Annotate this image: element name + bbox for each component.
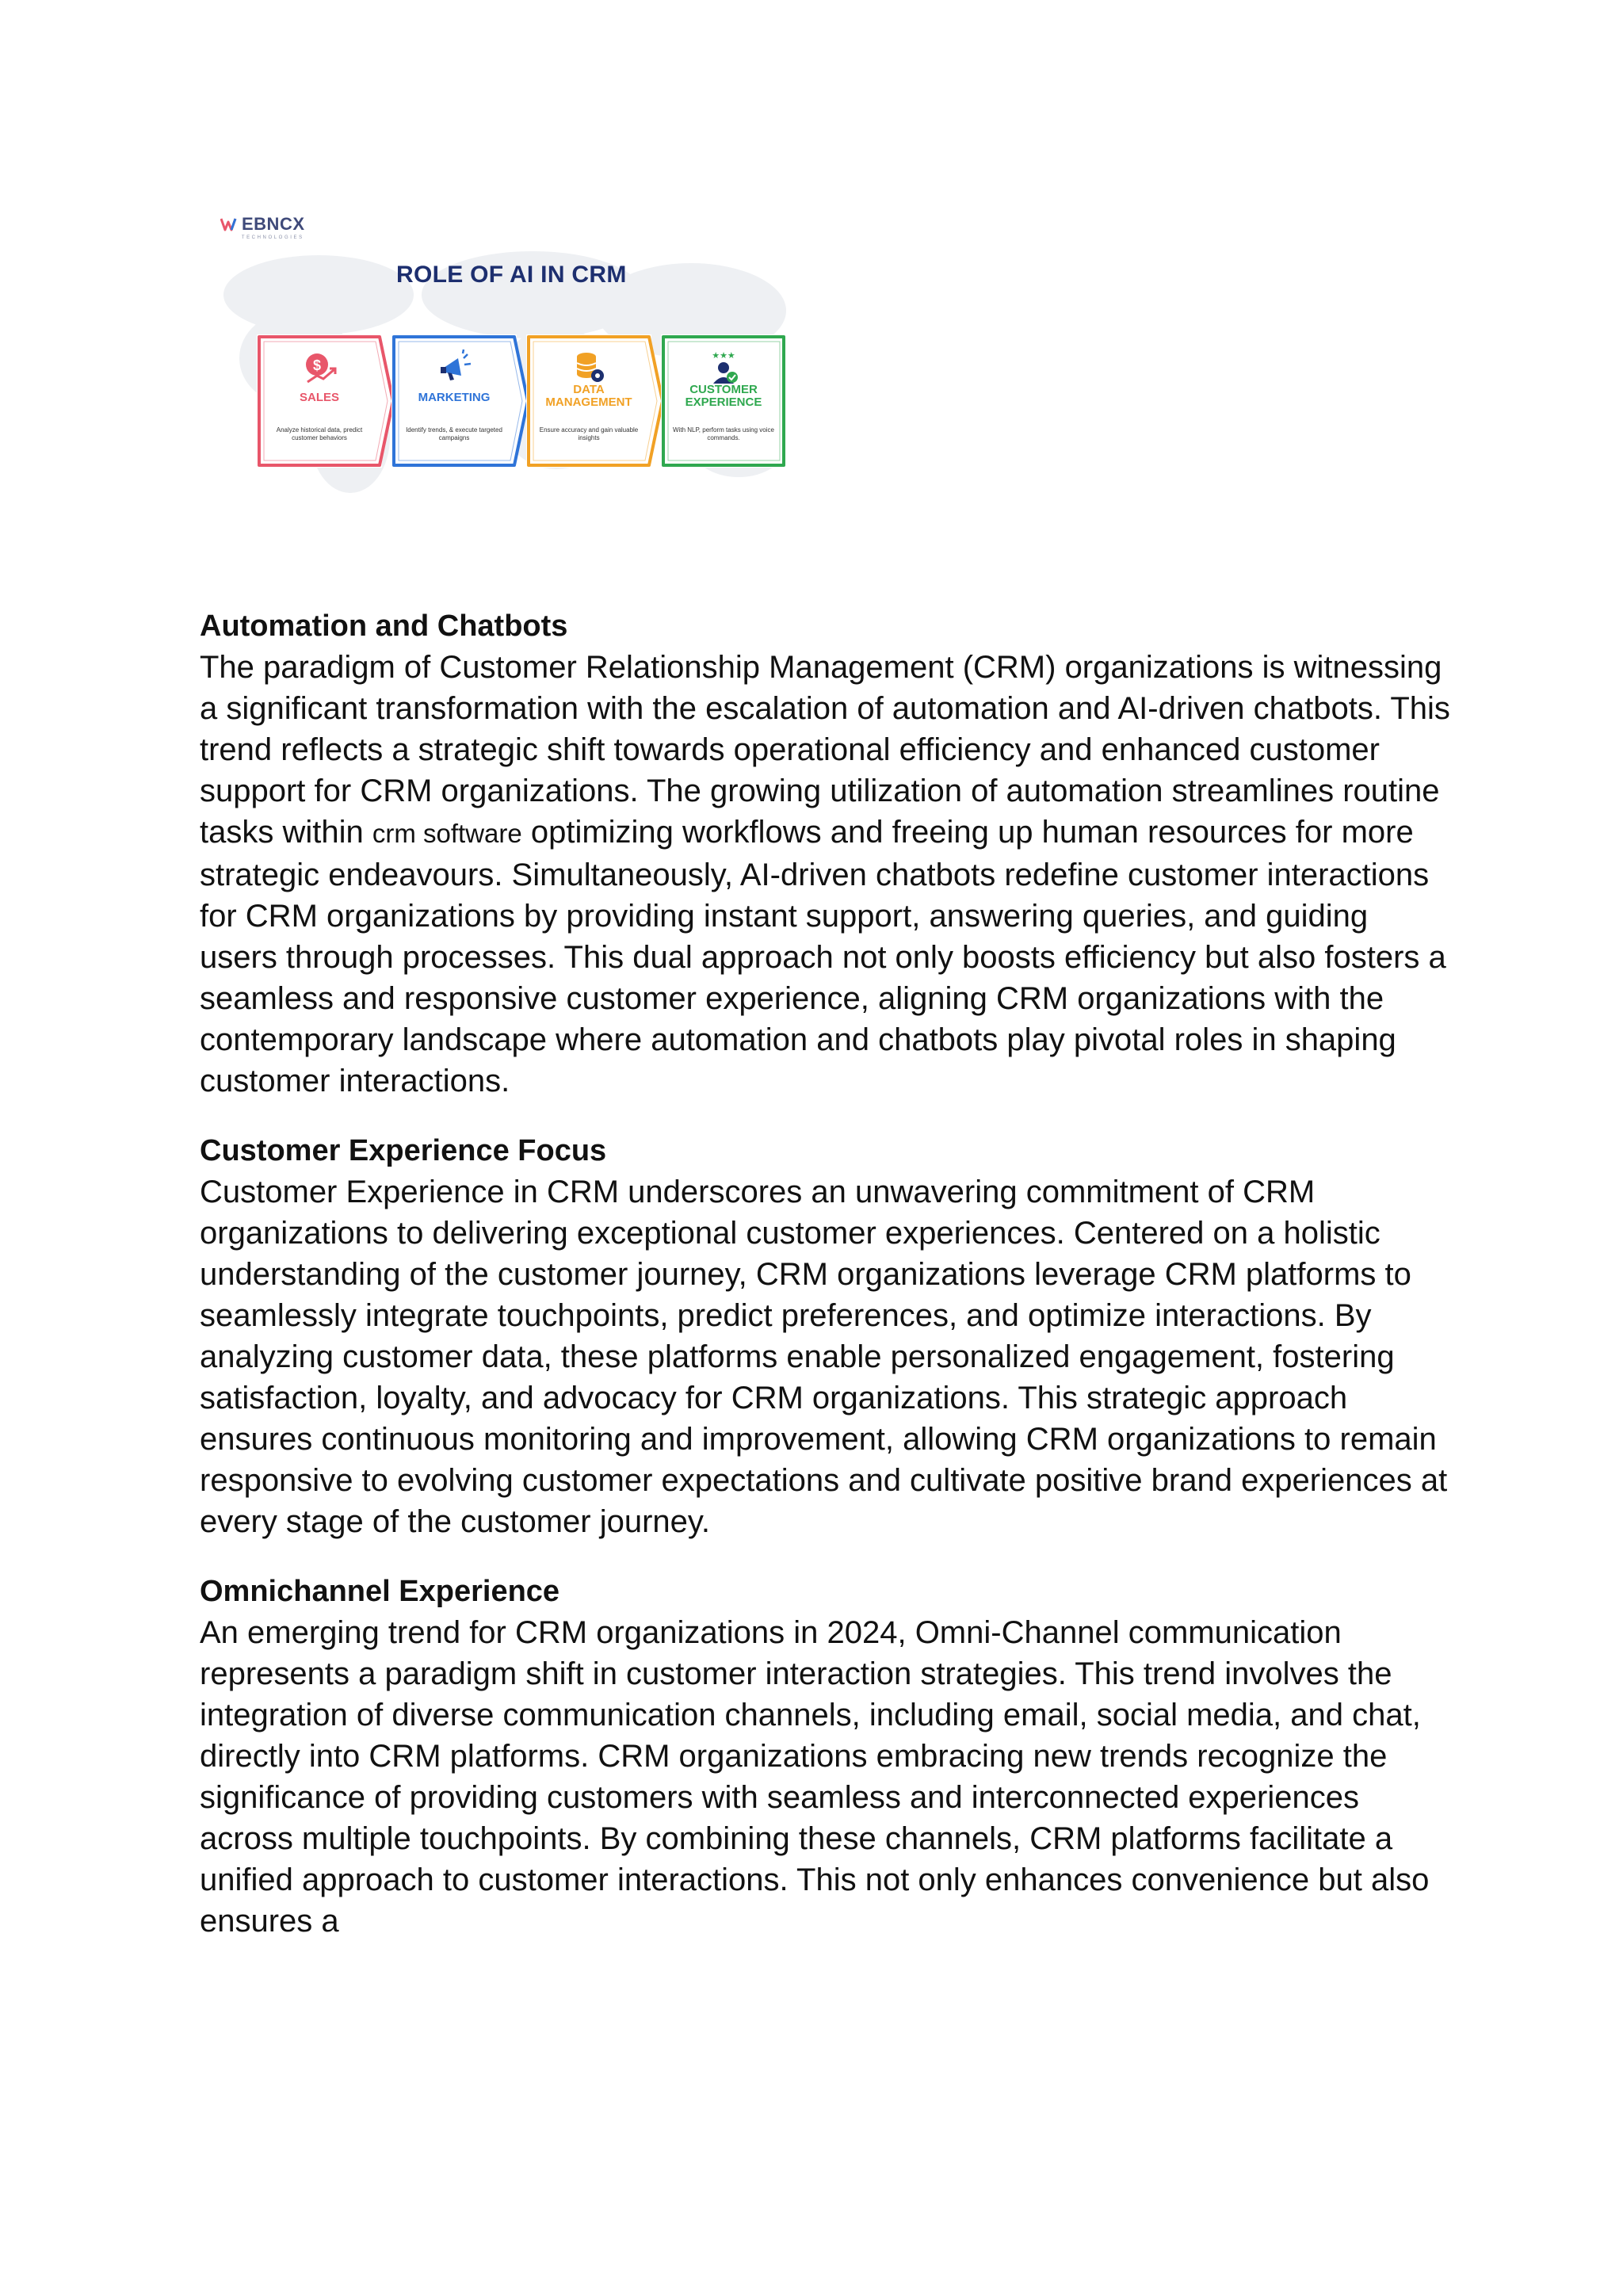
card-title — [533, 384, 645, 409]
paragraph-text: The paradigm of Customer Relationship Management (CRM) organizations is witnessing a significant transformation with the escalation of automation and AI-driven chatbots. This trend reflects a strategic shift towards operational efficiency and enhanced customer support for CRM organizations. The growing utilization of automation streamlines routine tasks within — [200, 650, 1450, 850]
infographic-card — [257, 334, 382, 468]
card-title — [263, 392, 376, 404]
card-title-line: DATA — [573, 383, 605, 396]
role-of-ai-infographic — [200, 200, 808, 517]
card-description: With NLP, perform tasks using voice commands. — [673, 426, 774, 441]
card-title-line: MARKETING — [418, 391, 491, 404]
card-description: Identify trends, & execute targeted campaigns — [406, 426, 502, 441]
section-automation-chatbots — [200, 606, 1452, 1102]
section-customer-experience — [200, 1130, 1452, 1542]
customer-rating-icon — [704, 347, 743, 387]
card-title-line: MANAGEMENT — [545, 395, 632, 409]
megaphone-icon — [434, 347, 474, 387]
infographic-card — [526, 334, 651, 468]
card-title — [398, 392, 510, 404]
crm-software-link[interactable]: crm software — [372, 819, 522, 848]
section-omnichannel — [200, 1571, 1452, 1942]
section-paragraph: An emerging trend for CRM organizations in 2024, Omni-Channel communication represents a paradigm shift in customer interaction strategies. This trend involves the integration of diverse communication channels, including email, social media, and chat, directly into CRM platforms. CRM organizations embracing new trends recognize the significance of providing customers with seamless and interconnected experiences across multiple touchpoints. By combining these channels, CRM platforms facilitate a unified approach to customer interactions. This not only enhances convenience but also ensures a — [200, 1615, 1430, 1939]
section-heading: Automation and Chatbots — [200, 609, 568, 643]
section-heading: Omnichannel Experience — [200, 1575, 560, 1608]
card-description: Ensure accuracy and gain valuable insights — [539, 426, 639, 441]
webncx-logo — [220, 216, 305, 240]
svg-text:$: $ — [312, 357, 322, 373]
section-heading: Customer Experience Focus — [200, 1134, 607, 1167]
card-description: Analyze historical data, predict customer behaviors — [276, 426, 363, 441]
database-gear-icon — [569, 347, 609, 387]
logo-subtitle: TECHNOLOGIES — [241, 235, 304, 240]
logo-text: EBNCX — [242, 214, 305, 234]
card-title-line: SALES — [299, 391, 339, 404]
document-body — [200, 606, 1452, 1970]
card-title — [667, 384, 780, 409]
paragraph-text: optimizing workflows and freeing up human resources for more strategic endeavours. Simultaneously, AI-driven chatbots redefine customer interactions for CRM organizations by providing instant support, answering queries, and guiding users through processes. This dual approach not only boosts efficiency but also fosters a seamless and responsive customer experience, aligning CRM organizations with the contemporary landscape where automation and chatbots play pivotal roles in shaping customer interactions. — [200, 815, 1446, 1098]
infographic-title: ROLE OF AI IN CRM — [396, 262, 627, 288]
card-title-line: EXPERIENCE — [685, 395, 762, 409]
svg-text:★★★: ★★★ — [712, 351, 735, 361]
infographic-card — [391, 334, 517, 468]
section-paragraph — [200, 647, 1452, 1102]
infographic-card — [661, 334, 786, 468]
section-paragraph: Customer Experience in CRM underscores an unwavering commitment of CRM organizations to delivering exceptional customer experiences. Centered on a holistic understanding of the customer journey, CRM organizations leverage CRM platforms to seamlessly integrate touchpoints, predict preferences, and optimize interactions. By analyzing customer data, these platforms enable personalized engagement, fostering satisfaction, loyalty, and advocacy for CRM organizations. This strategic approach ensures continuous monitoring and improvement, allowing CRM organizations to remain responsive to evolving customer expectations and cultivate positive brand experiences at every stage of the customer journey. — [200, 1175, 1448, 1539]
dollar-growth-icon — [300, 347, 339, 387]
webncx-logo-mark-icon — [220, 217, 241, 231]
card-title-line: CUSTOMER — [689, 383, 758, 396]
